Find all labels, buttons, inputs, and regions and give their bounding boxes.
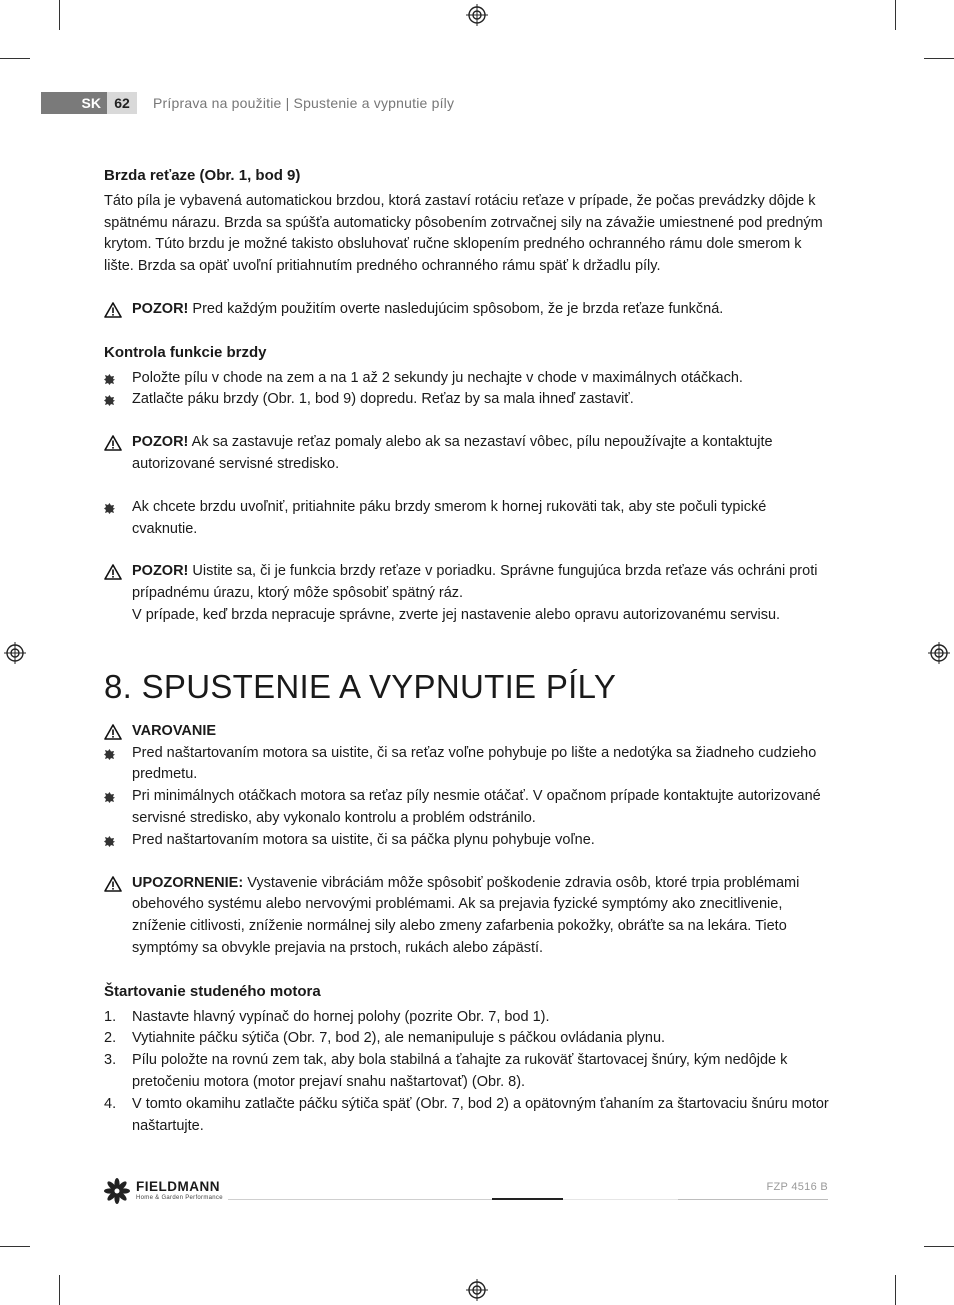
bullet-icon xyxy=(104,503,115,514)
step-number: 3. xyxy=(104,1052,117,1069)
bullet-icon xyxy=(104,749,115,760)
fieldmann-logo-icon xyxy=(104,1178,130,1204)
section-title: 8. SPUSTENIE A VYPNUTIE PÍLY xyxy=(104,667,617,705)
footer-rule xyxy=(678,1199,828,1200)
notice-text: Vystavenie vibráciám môže spôsobiť poškodenie zdravia osôb, ktoré trpia problémami obehového systému alebo nervovými problémami. Ak sa prejavia fyzické symptómy ako znecitlivenie, zníženie citlivosti, zníženie normálnej sily alebo zmeny zafarbenia pokožky, obráťte sa na lekára. Tieto symptómy sa obvykle prejavia na prstoch, rukách alebo zápästí. xyxy=(132,874,800,956)
step-number: 4. xyxy=(104,1095,117,1112)
step-number: 2. xyxy=(104,1030,117,1047)
registration-mark-icon xyxy=(466,1279,488,1301)
warning-label: POZOR! xyxy=(132,300,189,317)
brand-logo xyxy=(104,1178,223,1204)
check-heading: Kontrola funkcie brzdy xyxy=(104,343,267,361)
brand-name: FIELDMANN xyxy=(136,1179,220,1194)
list-item-text: Položte pílu v chode na zem a na 1 až 2 sekundy ju nechajte v chode v maximálnych otáčkach. xyxy=(132,369,743,386)
warning-triangle-icon xyxy=(104,876,122,892)
warning-note xyxy=(104,561,830,626)
language-tag: SK xyxy=(41,92,107,114)
brake-heading: Brzda reťaze (Obr. 1, bod 9) xyxy=(104,167,301,184)
footer-rule xyxy=(228,1199,492,1200)
warning-label: VAROVANIE xyxy=(132,722,217,739)
crop-mark xyxy=(0,58,30,59)
step-item xyxy=(104,1028,830,1050)
warning-note xyxy=(104,432,830,476)
step-text: Nastavte hlavný vypínač do hornej polohy (pozrite Obr. 7, bod 1). xyxy=(132,1008,550,1025)
list-item xyxy=(104,743,830,787)
list-item xyxy=(104,389,830,411)
main-content xyxy=(104,165,830,1137)
crop-mark xyxy=(0,1246,30,1247)
list-item xyxy=(104,368,830,390)
list-item-text: Zatlačte páku brzdy (Obr. 1, bod 9) dopredu. Reťaz by sa mala ihneď zastaviť. xyxy=(132,391,634,408)
page-header xyxy=(41,92,454,114)
registration-mark-icon xyxy=(466,4,488,26)
crop-mark xyxy=(895,1275,896,1305)
crop-mark xyxy=(895,0,896,30)
warning-text-continued: V prípade, keď brzda nepracuje správne, zverte jej nastavenie alebo opravu autorizovanému servisu. xyxy=(132,606,781,623)
crop-mark xyxy=(924,58,954,59)
list-item xyxy=(104,497,830,541)
warning-text: Uistite sa, či je funkcia brzdy reťaze v poriadku. Správne fungujúca brzda reťaze vás ochráni proti prípadnému úrazu, ktorý môže spôsobiť spätný ráz. xyxy=(132,563,818,602)
warning-triangle-icon xyxy=(104,302,122,318)
step-item xyxy=(104,1007,830,1029)
bullet-icon xyxy=(104,395,115,406)
step-item xyxy=(104,1050,830,1094)
warning-heading xyxy=(104,721,830,743)
warning-note xyxy=(104,299,830,321)
list-item xyxy=(104,786,830,830)
cold-start-heading: Štartovanie studeného motora xyxy=(104,982,321,1000)
list-item-text: Pred naštartovaním motora sa uistite, či sa páčka plynu pohybuje voľne. xyxy=(132,831,595,848)
page-number: 62 xyxy=(107,92,137,114)
warning-label: POZOR! xyxy=(132,563,189,580)
registration-mark-icon xyxy=(928,642,950,664)
crop-mark xyxy=(924,1246,954,1247)
crop-mark xyxy=(59,1275,60,1305)
header-title: Príprava na použitie | Spustenie a vypnutie píly xyxy=(153,95,455,111)
warning-label: POZOR! xyxy=(132,434,189,451)
step-text: Vytiahnite páčku sýtiča (Obr. 7, bod 2), ale nemanipuluje s páčkou ovládania plynu. xyxy=(132,1030,666,1047)
bullet-icon xyxy=(104,374,115,385)
crop-mark xyxy=(59,0,60,30)
footer-rule xyxy=(563,1199,678,1200)
notice-label: UPOZORNENIE: xyxy=(132,874,244,891)
notice-note xyxy=(104,873,830,960)
list-item-text: Ak chcete brzdu uvoľniť, pritiahnite páku brzdy smerom k hornej rukoväti tak, aby ste počuli typické cvaknutie. xyxy=(132,498,767,537)
bullet-icon xyxy=(104,792,115,803)
step-text: V tomto okamihu zatlačte páčku sýtiča späť (Obr. 7, bod 2) a opätovným ťahaním za štartovaciu šnúru motor naštartujte. xyxy=(132,1095,829,1134)
warning-triangle-icon xyxy=(104,435,122,451)
footer-rule-accent xyxy=(492,1198,563,1200)
step-number: 1. xyxy=(104,1008,117,1025)
step-item xyxy=(104,1094,830,1138)
list-item xyxy=(104,830,830,852)
warning-text: Pred každým použitím overte nasledujúcim spôsobom, že je brzda reťaze funkčná. xyxy=(188,300,724,317)
warning-text: Ak sa zastavuje reťaz pomaly alebo ak sa nezastaví vôbec, pílu nepoužívajte a kontaktujte autorizované servisné stredisko. xyxy=(132,434,773,472)
registration-mark-icon xyxy=(4,642,26,664)
steps-list xyxy=(104,1007,830,1138)
step-text: Pílu položte na rovnú zem tak, aby bola stabilná a ťahajte za rukoväť štartovacej šnúry, kým nedôjde k pretočeniu motora (motor prejaví snahu naštartovať) (Obr. 8). xyxy=(132,1052,788,1090)
bullet-icon xyxy=(104,836,115,847)
warning-triangle-icon xyxy=(104,724,122,740)
list-item-text: Pred naštartovaním motora sa uistite, či sa reťaz voľne pohybuje po lište a nedotýka sa žiadneho cudzieho predmetu. xyxy=(132,744,817,783)
model-number: FZP 4516 B xyxy=(766,1181,828,1193)
warning-triangle-icon xyxy=(104,564,122,580)
list-item-text: Pri minimálnych otáčkach motora sa reťaz píly nesmie otáčať. V opačnom prípade kontaktujte autorizované servisné stredisko, aby vykonalo kontrolu a problém odstránilo. xyxy=(132,788,821,826)
brand-tagline: Home & Garden Performance xyxy=(136,1195,223,1201)
brake-paragraph: Táto píla je vybavená automatickou brzdou, ktorá zastaví rotáciu reťaze v prípade, že počas prevádzky dôjde k spätnému nárazu. Brzda sa spúšťa automaticky pôsobením zotrvačnej sily na závažie umiestnené pod predným krytom. Túto brzdu je možné takisto obsluhovať ručne sklopením predného ochranného rámu dole smerom k lište. Brzda sa opäť uvoľní pritiahnutím predného ochranného rámu späť k držadlu píly. xyxy=(104,192,823,275)
